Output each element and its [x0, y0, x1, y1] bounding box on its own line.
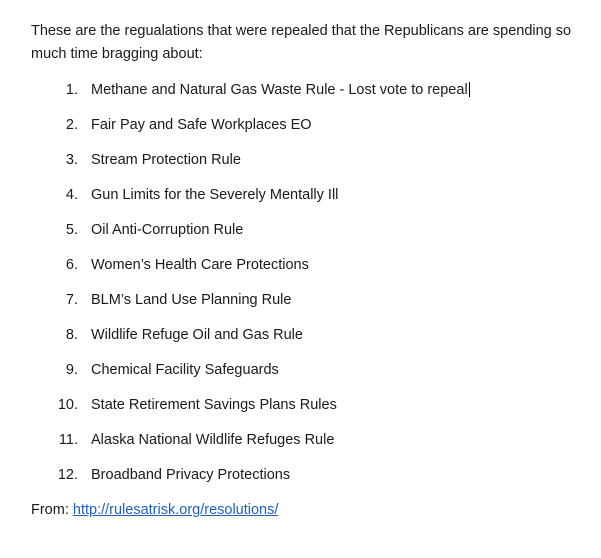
list-item-number: 3.: [65, 152, 78, 168]
list-item-text: Gun Limits for the Severely Mentally Ill: [91, 187, 339, 203]
list-item-number: 6.: [65, 257, 78, 273]
list-item-number: 1.: [65, 82, 78, 98]
list-item-text: Oil Anti-Corruption Rule: [91, 222, 244, 238]
source-label: From:: [31, 502, 73, 518]
list-item: [31, 388, 577, 423]
list-item: [31, 458, 577, 493]
list-item: [31, 143, 577, 178]
list-item-text: Methane and Natural Gas Waste Rule - Lost vote to repeal: [91, 82, 468, 98]
list-item-number: 5.: [65, 222, 78, 238]
list-item: [31, 283, 577, 318]
list-item: [31, 108, 577, 143]
list-item-text: BLM’s Land Use Planning Rule: [91, 292, 292, 308]
list-item-text: Wildlife Refuge Oil and Gas Rule: [91, 327, 303, 343]
list-item: [31, 423, 577, 458]
list-item-number: 7.: [65, 292, 78, 308]
list-item: [31, 213, 577, 248]
list-item-number: 4.: [65, 187, 78, 203]
list-item: [31, 248, 577, 283]
list-item: [31, 318, 577, 353]
list-item-text: Chemical Facility Safeguards: [91, 362, 279, 378]
list-item: [31, 178, 577, 213]
list-item-text: Fair Pay and Safe Workplaces EO: [91, 117, 312, 133]
list-item: [31, 353, 577, 388]
intro-paragraph: These are the regualations that were repealed that the Republicans are spending so much time bragging about:: [31, 23, 572, 62]
list-item-text: Broadband Privacy Protections: [91, 467, 291, 483]
list-item-number: 9.: [65, 362, 78, 378]
list-item-text: State Retirement Savings Plans Rules: [91, 397, 337, 413]
list-item-number: 11.: [58, 432, 78, 448]
list-item: [31, 73, 577, 108]
list-item-number: 2.: [65, 117, 78, 133]
list-item-text: Alaska National Wildlife Refuges Rule: [91, 432, 335, 448]
text-cursor: [469, 82, 470, 97]
repealed-rules-list: [31, 73, 577, 493]
source-line: [31, 499, 577, 522]
list-item-text: Women’s Health Care Protections: [91, 257, 309, 273]
list-item-number: 10.: [57, 397, 78, 413]
source-link[interactable]: http://rulesatrisk.org/resolutions/: [72, 502, 279, 518]
list-item-number: 8.: [65, 327, 78, 343]
list-item-text: Stream Protection Rule: [91, 152, 241, 168]
list-item-number: 12.: [57, 467, 78, 483]
